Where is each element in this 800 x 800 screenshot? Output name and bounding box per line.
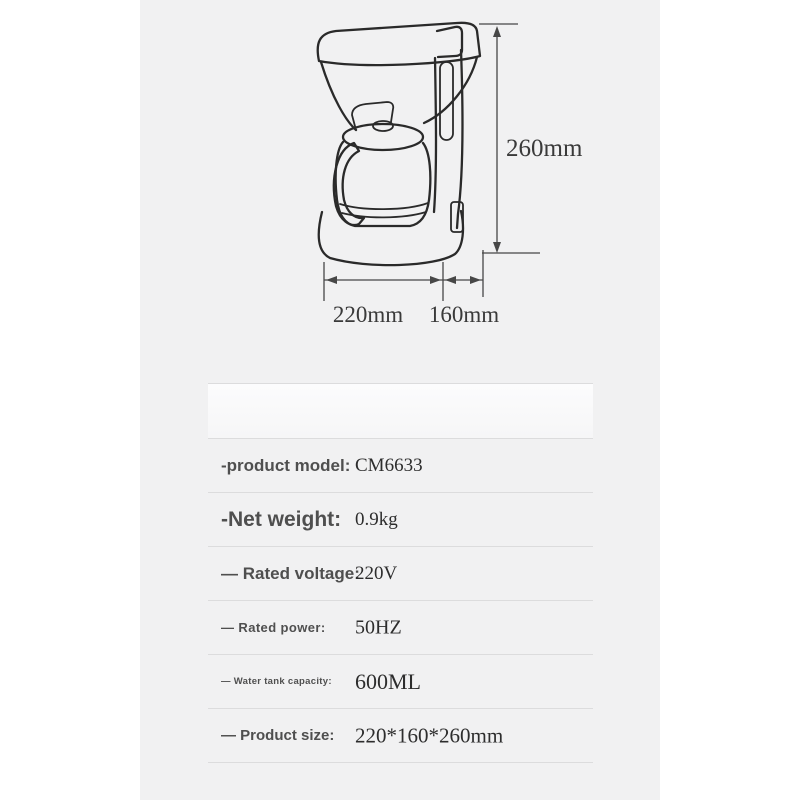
spec-value-product-size: 220*160*260mm: [355, 723, 504, 747]
coffee-maker-dimension-diagram: [140, 0, 660, 345]
water-level-window: [440, 62, 453, 140]
spec-label-net-weight: -Net weight:: [221, 507, 342, 531]
spec-row-net-weight: [208, 492, 593, 546]
spec-row-water-tank-capacity: [208, 654, 593, 708]
funnel-left: [321, 62, 356, 130]
spec-header-band: [208, 383, 593, 438]
spec-row-product-size: [208, 708, 593, 763]
width-arrow-right: [430, 276, 441, 284]
product-spec-panel: [140, 0, 660, 800]
carafe-knob: [373, 121, 393, 131]
top-lid: [318, 23, 480, 65]
depth-arrow-left: [445, 276, 456, 284]
width-dim-label: 220mm: [332, 302, 404, 327]
height-arrow-down: [493, 242, 501, 253]
spec-row-rated-voltage: [208, 546, 593, 600]
spec-label-water-tank-capacity: — Water tank capacity:: [221, 676, 332, 687]
spec-label-product-size: — Product size:: [221, 727, 335, 744]
height-dim-label: 260mm: [506, 135, 583, 162]
funnel-right: [424, 57, 477, 123]
spec-value-net-weight: 0.9kg: [355, 508, 398, 530]
carafe-band-line-1: [340, 203, 428, 209]
spec-label-product-model: -product model:: [221, 455, 351, 475]
coffee-maker-drawing: [318, 23, 480, 265]
spec-row-product-model: [208, 438, 593, 492]
spec-label-rated-power: — Rated power:: [221, 620, 326, 635]
depth-dim-label: 160mm: [428, 302, 500, 327]
machine-base: [319, 211, 463, 265]
spec-value-product-model: CM6633: [355, 454, 423, 476]
spec-value-water-tank-capacity: 600ML: [355, 668, 421, 694]
tower-cap: [437, 27, 462, 57]
spec-table: [208, 383, 593, 763]
spec-value-rated-voltage: 220V: [355, 562, 398, 584]
spec-label-rated-voltage: — Rated voltage:: [221, 563, 360, 583]
depth-arrow-right: [470, 276, 481, 284]
width-arrow-left: [326, 276, 337, 284]
height-dimension: [479, 24, 583, 253]
spec-value-rated-power: 50HZ: [355, 616, 402, 638]
height-arrow-up: [493, 26, 501, 37]
tower-left-edge: [434, 58, 436, 212]
spec-row-rated-power: [208, 600, 593, 654]
